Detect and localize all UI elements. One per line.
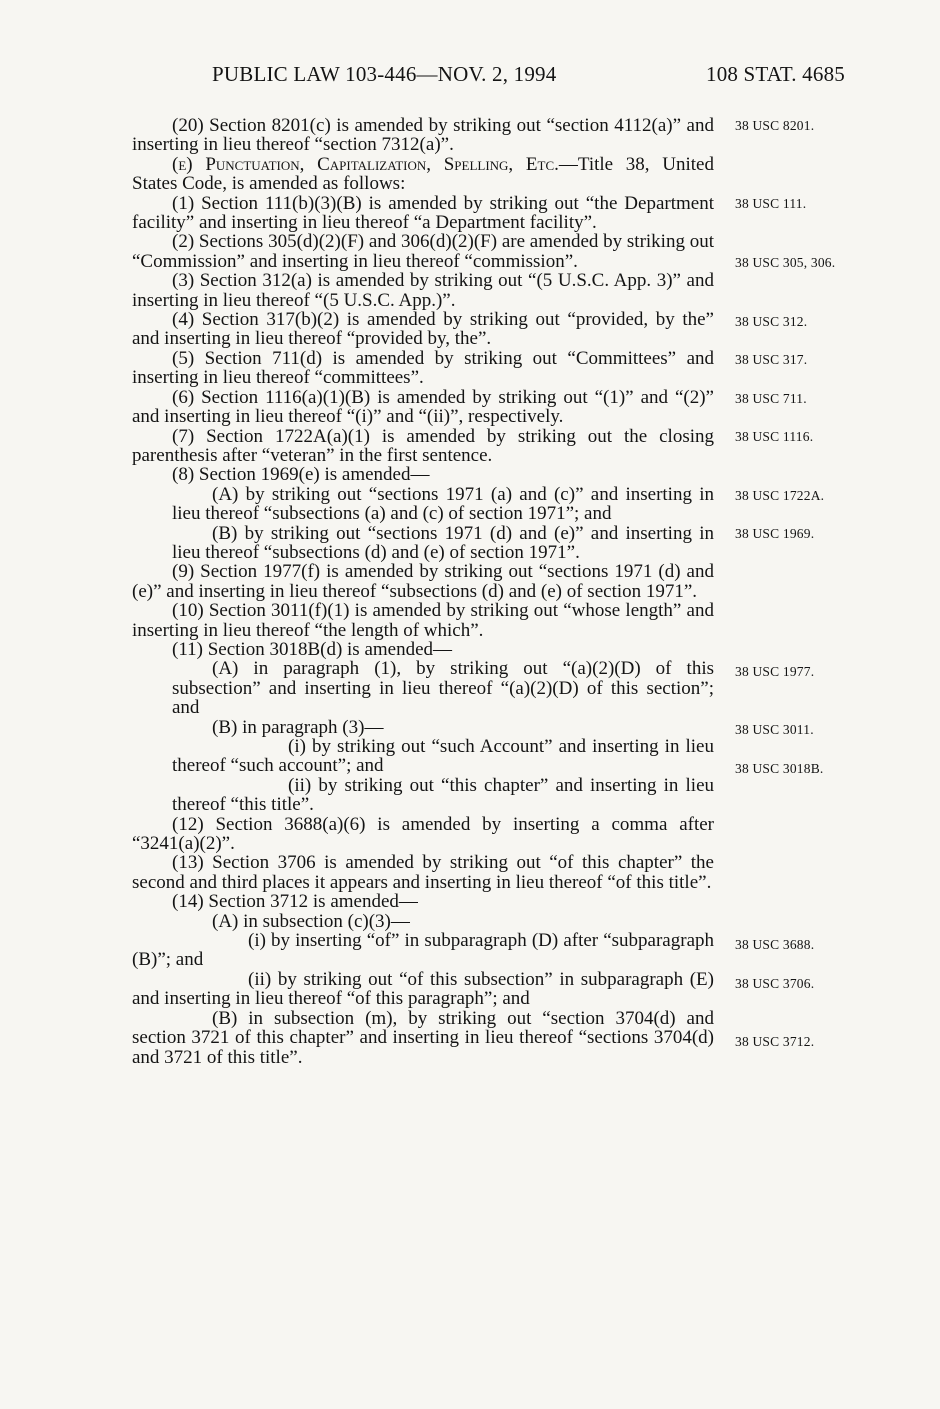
para-14-b: (B) in subsection (m), by striking out “section 3704(d) and section 3721 of this chapter” and inserting in lieu thereof “sections 3704(d) and 3721 of this title”. <box>132 1007 714 1068</box>
para-5: (5) Section 711(d) is amended by striking out “Committees” and inserting in lieu thereof “committees”. <box>132 347 714 389</box>
para-13: (13) Section 3706 is amended by striking out “of this chapter” the second and third places it appears and inserting in lieu thereof “of this title”. <box>132 852 714 893</box>
para-14: (14) Section 3712 is amended— <box>172 891 418 913</box>
margin-note: 38 USC 1977. <box>735 664 815 679</box>
para-8-a: (A) by striking out “sections 1971 (a) and (c)” and inserting in lieu thereof “subsections (a) and (c) of section 1971”; and <box>172 483 714 525</box>
para-11-a: (A) in paragraph (1), by striking out “(a)(2)(D) of this subsection” and inserting in lieu thereof “(a)(2)(D) of this section”; and <box>172 658 714 719</box>
margin-note: 38 USC 312. <box>735 314 808 329</box>
margin-note: 38 USC 3688. <box>735 937 815 952</box>
body-text <box>132 116 714 1067</box>
para-10: (10) Section 3011(f)(1) is amended by striking out “whose length” and inserting in lieu thereof “the length of which”. <box>132 600 714 641</box>
para-3: (3) Section 312(a) is amended by striking out “(5 U.S.C. App. 3)” and inserting in lieu thereof “(5 U.S.C. App.)”. <box>132 270 714 311</box>
para-14-a-i: (i) by inserting “of” in subparagraph (D) after “subparagraph (B)”; and <box>132 930 714 971</box>
subsection-e <box>132 155 714 194</box>
para-20: (20) Section 8201(c) is amended by striking out “section 4112(a)” and inserting in lieu thereof “section 7312(a)”. <box>132 115 714 156</box>
margin-note: 38 USC 3712. <box>735 1034 815 1049</box>
margin-note: 38 USC 8201. <box>735 118 815 133</box>
header-law-title: PUBLIC LAW 103-446—NOV. 2, 1994 <box>212 62 557 86</box>
para-9: (9) Section 1977(f) is amended by striking out “sections 1971 (d) and (e)” and inserting in lieu thereof “subsections (d) and (e) of section 1971”. <box>132 561 714 602</box>
margin-note: 38 USC 3018B. <box>735 761 824 776</box>
margin-note: 38 USC 3706. <box>735 976 815 991</box>
para-11-b-ii: (ii) by striking out “this chapter” and inserting in lieu thereof “this title”. <box>172 774 714 816</box>
para-7: (7) Section 1722A(a)(1) is amended by striking out the closing parenthesis after “veteran” in the first sentence. <box>132 425 714 466</box>
margin-note: 38 USC 1722A. <box>735 488 825 503</box>
margin-note: 38 USC 711. <box>735 391 807 406</box>
margin-note: 38 USC 1969. <box>735 526 815 541</box>
para-11-b: (B) in paragraph (3)— <box>212 716 384 738</box>
para-4: (4) Section 317(b)(2) is amended by striking out “provided, by the” and inserting in lieu thereof “provided by, the”. <box>132 309 714 350</box>
para-14-a-ii: (ii) by striking out “of this subsection” in subparagraph (E) and inserting in lieu thereof “of this paragraph”; and <box>132 968 714 1010</box>
header-stat-page: 108 STAT. 4685 <box>706 62 845 86</box>
margin-note: 38 USC 1116. <box>735 429 814 444</box>
para-6: (6) Section 1116(a)(1)(B) is amended by striking out “(1)” and “(2)” and inserting in lieu thereof “(i)” and “(ii)”, respectively. <box>132 386 714 428</box>
para-12: (12) Section 3688(a)(6) is amended by inserting a comma after “3241(a)(2)”. <box>132 813 714 855</box>
para-8-b: (B) by striking out “sections 1971 (d) and (e)” and inserting in lieu thereof “subsections (d) and (e) of section 1971”. <box>172 522 714 563</box>
para-11-b-i: (i) by striking out “such Account” and inserting in lieu thereof “such account”; and <box>172 736 714 777</box>
para-14-a: (A) in subsection (c)(3)— <box>212 910 410 932</box>
para-1: (1) Section 111(b)(3)(B) is amended by striking out “the Department facility” and inserting in lieu thereof “a Department facility”. <box>132 192 714 234</box>
subsection-e-heading: (e) Punctuation, Capitalization, Spelling, Etc. <box>172 153 559 175</box>
para-8: (8) Section 1969(e) is amended— <box>172 464 430 486</box>
running-header <box>0 62 940 94</box>
para-11: (11) Section 3018B(d) is amended— <box>172 638 453 660</box>
margin-note: 38 USC 3011. <box>735 722 814 737</box>
margin-note: 38 USC 111. <box>735 196 807 211</box>
margin-note: 38 USC 317. <box>735 352 808 367</box>
para-2: (2) Sections 305(d)(2)(F) and 306(d)(2)(F) are amended by striking out “Commission” and inserting in lieu thereof “commission”. <box>132 231 714 272</box>
subsection-e-text: —Title 38, United States Code, is amended as follows: <box>132 153 714 195</box>
margin-note: 38 USC 305, 306. <box>735 255 836 270</box>
